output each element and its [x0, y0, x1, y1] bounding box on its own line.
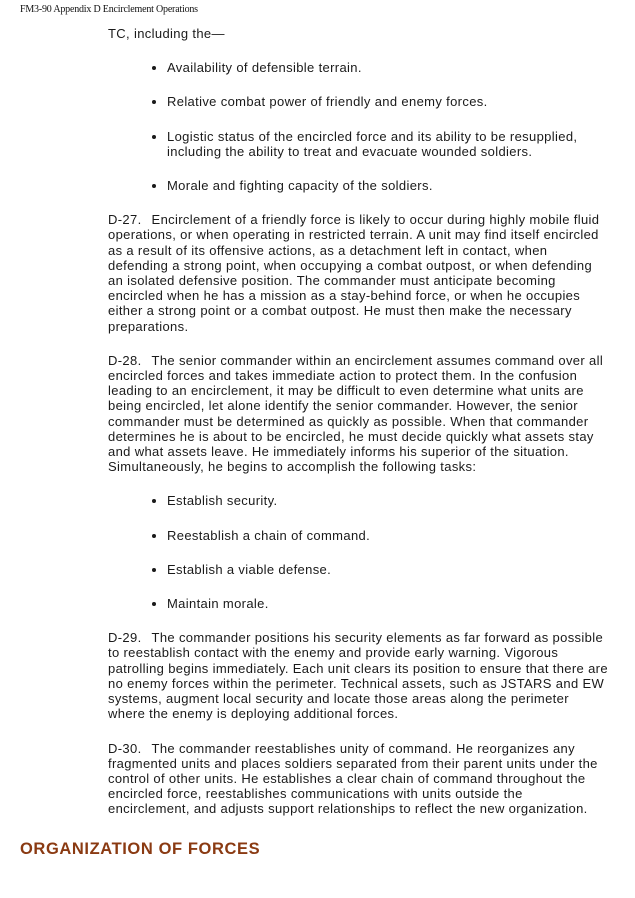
- list-item: Establish a viable defense.: [151, 562, 608, 577]
- paragraph-d27: [108, 212, 608, 334]
- bullet-icon: [152, 568, 156, 572]
- paragraph-number: D-30.: [108, 740, 142, 756]
- paragraph-text: The commander positions his security elements as far forward as possible to reestablish contact with the enemy and provide early warning. Vigorous patrolling begins immediately. Each unit clears its position to ensure that there are no enemy forces within the perimeter. Technical assets, such as JSTARS and EW systems, augment local security and locate those areas along the perimeter where the enemy is deploying additional forces.: [108, 630, 608, 722]
- paragraph-number: D-29.: [108, 630, 142, 646]
- paragraph-number: D-28.: [108, 352, 142, 368]
- list-item: Morale and fighting capacity of the soldiers.: [151, 178, 608, 193]
- list-item: Reestablish a chain of command.: [151, 528, 608, 543]
- document-header: FM3-90 Appendix D Encirclement Operations: [20, 4, 198, 15]
- paragraph-text: The senior commander within an encirclement assumes command over all encircled forces and takes immediate action to protect them. In the confusion leading to an encirclement, it may be difficult to even determine what units are being encircled, let alone identify the senior commander. However, the senior commander must be determined as quickly as possible. When that commander determines he is about to be encircled, he must decide quickly what assets stay and what assets leave. He immediately informs his superior of the situation. Simultaneously, he begins to accomplish the following tasks:: [108, 352, 604, 475]
- list-item: Relative combat power of friendly and enemy forces.: [151, 94, 608, 109]
- bullet-icon: [152, 100, 156, 104]
- factors-list: [108, 60, 608, 193]
- list-item: Establish security.: [151, 493, 608, 508]
- list-item: Maintain morale.: [151, 596, 608, 611]
- paragraph-d28: [108, 353, 608, 475]
- bullet-icon: [152, 499, 156, 503]
- intro-text: TC, including the—: [108, 26, 225, 41]
- paragraph-d30: [108, 741, 608, 817]
- bullet-icon: [152, 184, 156, 188]
- bullet-icon: [152, 135, 156, 139]
- list-item: Logistic status of the encircled force and its ability to be resupplied, including the ability to treat and evacuate wounded soldiers.: [151, 129, 608, 159]
- paragraph-text: Encirclement of a friendly force is likely to occur during highly mobile fluid operations, or when operating in restricted terrain. A unit may find itself encircled as a result of its offensive actions, as a detachment left in contact, when defending a strong point, when occupying a combat outpost, or when defending an isolated defensive position. The commander must anticipate becoming encircled when he has a mission as a stay-behind force, or when he occupies either a strong point or a combat outpost. He must then make the necessary preparations.: [108, 212, 600, 334]
- bullet-icon: [152, 602, 156, 606]
- tasks-list: [108, 493, 608, 611]
- bullet-icon: [152, 66, 156, 70]
- paragraph-number: D-27.: [108, 212, 142, 228]
- bullet-icon: [152, 534, 156, 538]
- section-heading: ORGANIZATION OF FORCES: [20, 840, 261, 858]
- paragraph-text: The commander reestablishes unity of command. He reorganizes any fragmented units and places soldiers separated from their parent units under the control of other units. He establishes a clear chain of command throughout the encircled force, reestablishes communications with units outside the encirclement, and adjusts support relationships to reflect the new organization.: [108, 740, 598, 817]
- list-item: Availability of defensible terrain.: [151, 60, 608, 75]
- paragraph-d29: [108, 630, 608, 721]
- document-body: [108, 26, 608, 817]
